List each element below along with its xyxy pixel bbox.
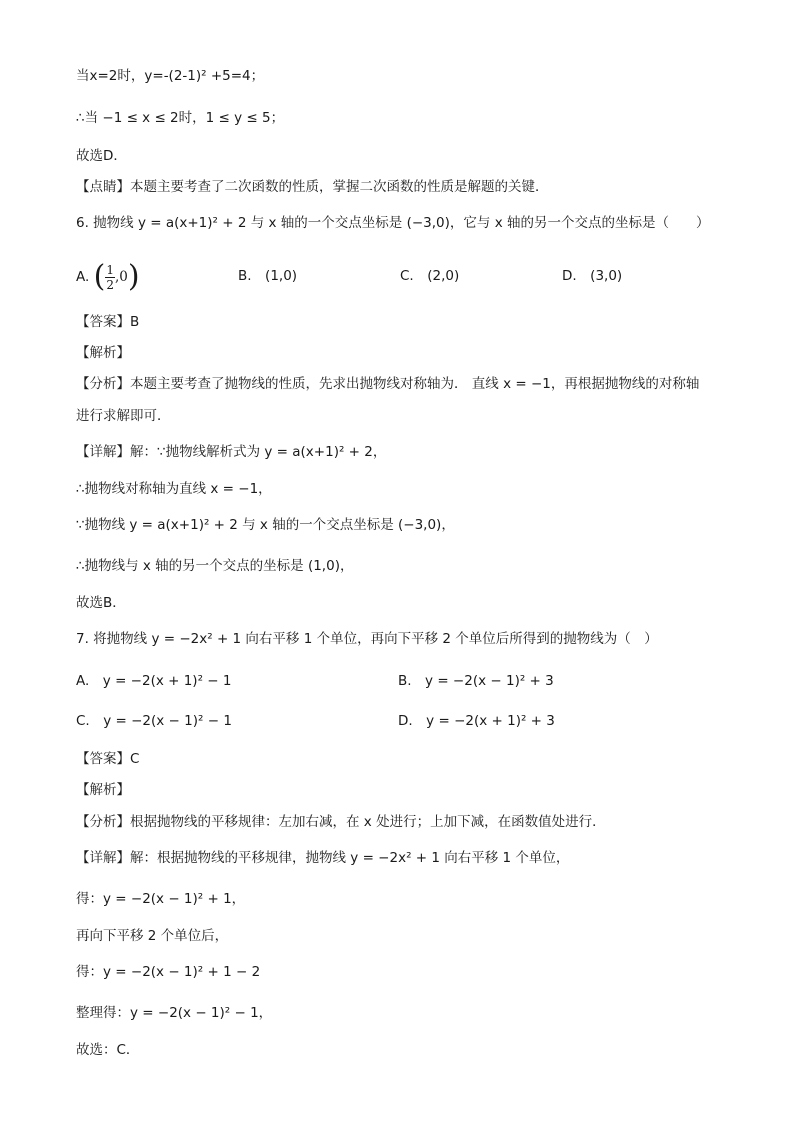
detail-text: ∴抛物线与 x 轴的另一个交点的坐标是 (1,0)， — [76, 558, 354, 574]
conclusion-text: 故选B． — [76, 595, 126, 611]
detail-text: ∴抛物线对称轴为直线 x = −1， — [76, 481, 272, 497]
detail-text: 【详解】解：根据抛物线的平移规律，抛物线 y = −2x² + 1 向右平移 1 个单位， — [76, 850, 570, 866]
q6-option-b: B. (1,0) — [238, 268, 298, 284]
detail-text: ∵抛物线 y = a(x+1)² + 2 与 x 轴的一个交点坐标是 (−3,0)， — [76, 517, 455, 533]
analysis-text: 进行求解即可． — [76, 408, 171, 424]
option-label: A. — [76, 269, 90, 285]
text-line: 故选D． — [76, 148, 127, 164]
conclusion-text: 故选：C． — [76, 1042, 140, 1058]
detail-text: 得：y = −2(x − 1)² + 1， — [76, 891, 246, 907]
detail-text: 【详解】解：∵抛物线解析式为 y = a(x+1)² + 2， — [76, 444, 387, 460]
analysis-text: 【分析】根据抛物线的平移规律：左加右减，在 x 处进行；上加下减，在函数值处进行． — [76, 814, 606, 830]
analysis-text: 【分析】本题主要考查了抛物线的性质，先求出抛物线对称轴为． 直线 x = −1，再根据抛物线的对称轴 — [76, 376, 700, 392]
detail-text: 整理得：y = −2(x − 1)² − 1， — [76, 1005, 273, 1021]
analysis-label: 【解析】 — [76, 345, 130, 361]
text-line: 当x=2时，y=-(2-1)² +5=4； — [76, 68, 265, 84]
q7-option-c: C. y = −2(x − 1)² − 1 — [76, 713, 232, 729]
detail-text: 得：y = −2(x − 1)² + 1 − 2 — [76, 964, 261, 980]
answer-label: 【答案】C — [76, 751, 140, 767]
question-7: 7. 将抛物线 y = −2x² + 1 向右平移 1 个单位，再向下平移 2 个单位后所得到的抛物线为（ ） — [76, 631, 658, 647]
detail-text: 再向下平移 2 个单位后， — [76, 928, 229, 944]
q7-option-d: D. y = −2(x + 1)² + 3 — [398, 713, 555, 729]
key-point-note: 【点睛】本题主要考查了二次函数的性质，掌握二次函数的性质是解题的关键． — [76, 179, 549, 195]
q7-option-b: B. y = −2(x − 1)² + 3 — [398, 673, 554, 689]
fraction: $\frac{1}{2}$ — [106, 262, 114, 292]
answer-label: 【答案】B — [76, 314, 140, 330]
paren: ) — [127, 259, 140, 294]
question-6: 6. 抛物线 y = a(x+1)² + 2 与 x 轴的一个交点坐标是 (−3,0)，它与 x 轴的另一个交点的坐标是（ ） — [76, 215, 710, 231]
paren: ( — [93, 259, 106, 294]
analysis-label: 【解析】 — [76, 782, 130, 798]
q6-option-a: A. ( $\frac{1}{2}$ ,0) — [76, 259, 140, 294]
q6-option-d: D. (3,0) — [562, 268, 623, 284]
text-line: ∴当 −1 ≤ x ≤ 2时，1 ≤ y ≤ 5； — [76, 110, 285, 126]
q6-option-c: C. (2,0) — [400, 268, 460, 284]
q7-option-a: A. y = −2(x + 1)² − 1 — [76, 673, 232, 689]
